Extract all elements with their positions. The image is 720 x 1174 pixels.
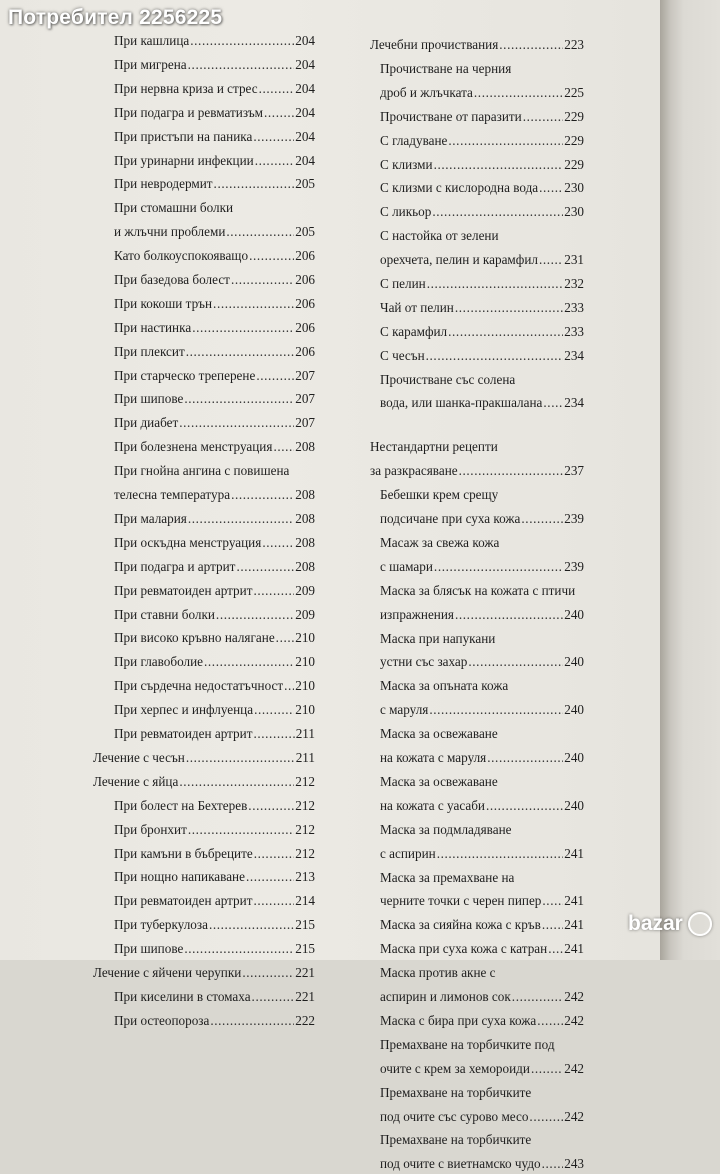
entry-title: Лечение с чесън (93, 750, 185, 765)
entry-title: на кожата с уасаби (380, 798, 485, 813)
toc-entry (380, 796, 584, 816)
toc-entry (380, 178, 584, 198)
page-number: 242 (564, 1013, 584, 1028)
bazar-logo (628, 912, 712, 936)
page-number: 212 (295, 798, 315, 813)
entry-title: аспирин и лимонов сок (380, 989, 511, 1004)
dot-leader (499, 35, 563, 55)
dot-leader (210, 1011, 294, 1031)
page-number: 210 (295, 702, 315, 717)
entry-title: С чесън (380, 348, 425, 363)
entry-title: вода, или шанка-пракшалана (380, 395, 543, 410)
entry-title: При ревматоиден артрит (114, 893, 253, 908)
page-number: 211 (295, 750, 315, 765)
page-number: 241 (564, 941, 584, 956)
page-number: 209 (295, 583, 315, 598)
toc-entry (380, 83, 584, 103)
page-number: 239 (564, 511, 584, 526)
entry-title: При диабет (114, 415, 179, 430)
entry-title: за разкрасяване (370, 463, 458, 478)
entry-title: С пелин (380, 276, 426, 291)
entry-title: При туберкулоза (114, 917, 208, 932)
toc-section-entry (370, 461, 584, 481)
page-number: 212 (295, 822, 315, 837)
toc-entry (380, 844, 584, 864)
entry-title: Лечение с яйца (93, 774, 179, 789)
entry-title: При нервна криза и стрес (114, 81, 258, 96)
dot-leader (529, 1107, 563, 1127)
entry-title: При нощно напикаване (114, 869, 245, 884)
page-number: 240 (564, 654, 584, 669)
entry-title: При настинка (114, 320, 192, 335)
entry-title: При ставни болки (114, 607, 215, 622)
entry-title: При главоболие (114, 654, 203, 669)
entry-title: с аспирин (380, 846, 436, 861)
entry-title: с маруля (380, 702, 429, 717)
toc-entry (114, 987, 315, 1007)
dot-leader (434, 557, 563, 577)
dot-leader (542, 891, 563, 911)
toc-section-entry (370, 35, 584, 55)
page-number: 225 (564, 85, 584, 100)
toc-entry (380, 700, 584, 720)
page-number: 206 (295, 248, 315, 263)
dot-leader (548, 939, 563, 959)
page-number: 234 (564, 348, 584, 363)
page-number: 237 (564, 463, 584, 478)
page-number: 207 (295, 368, 315, 383)
page-number: 242 (564, 1061, 584, 1076)
dot-leader (427, 274, 564, 294)
entry-title: При оскъдна менструация (114, 535, 262, 550)
toc-entry (380, 891, 584, 911)
entry-title-line: Прочистване със солена (380, 372, 516, 387)
page-number: 206 (295, 296, 315, 311)
toc-entry (380, 107, 584, 127)
dot-leader (487, 748, 563, 768)
page-number: 221 (295, 965, 315, 980)
dot-leader (432, 202, 563, 222)
entry-title-line: Маска за подмладяване (380, 822, 512, 837)
page-number: 204 (295, 57, 315, 72)
entry-title: С карамфил (380, 324, 448, 339)
page-number: 242 (564, 989, 584, 1004)
entry-title-line: Маска за опъната кожа (380, 678, 509, 693)
page-number: 230 (564, 204, 584, 219)
page-number: 223 (564, 37, 584, 52)
dot-leader (468, 652, 563, 672)
entry-title: При плексит (114, 344, 185, 359)
dot-leader (437, 844, 564, 864)
page-number: 210 (295, 630, 315, 645)
entry-title: на кожата с маруля (380, 750, 487, 765)
toc-entry (380, 1059, 584, 1079)
entry-title: При подагра и ревматизъм (114, 105, 263, 120)
toc-entry (380, 939, 584, 959)
dot-leader (539, 178, 563, 198)
entry-title: При пристъпи на паника (114, 129, 253, 144)
page-number: 239 (564, 559, 584, 574)
toc-entry (380, 748, 584, 768)
dot-leader (474, 83, 563, 103)
entry-title: подсичане при суха кожа (380, 511, 521, 526)
entry-title-line: Маска против акне с (380, 965, 496, 980)
page-number: 221 (295, 989, 315, 1004)
dot-leader (429, 700, 563, 720)
page-number: 211 (295, 726, 315, 741)
page-number: 222 (295, 1013, 315, 1028)
toc-entry (380, 987, 584, 1007)
entry-title: При ревматоиден артрит (114, 726, 253, 741)
entry-title: под очите със сурово месо (380, 1109, 529, 1124)
page-number: 204 (295, 153, 315, 168)
dot-leader (486, 796, 563, 816)
entry-title: При ревматоиден артрит (114, 583, 253, 598)
entry-title-line: Маска при напукани (380, 631, 496, 646)
entry-title: Маска с бира при суха кожа (380, 1013, 537, 1028)
toc-entry (380, 202, 584, 222)
toc-entry (380, 274, 584, 294)
toc-section-entry (93, 963, 315, 983)
toc-entry (380, 915, 584, 935)
page-number: 207 (295, 415, 315, 430)
entry-title: При шипове (114, 391, 184, 406)
dot-leader (539, 250, 563, 270)
page-number: 215 (295, 917, 315, 932)
entry-title: При базедова болест (114, 272, 230, 287)
toc-entry (114, 1011, 315, 1031)
entry-title: С гладуване (380, 133, 448, 148)
toc-entry (380, 557, 584, 577)
page-number: 232 (564, 276, 584, 291)
watermark-text: Потребител 2256225 (8, 6, 223, 29)
toc-entry (380, 322, 584, 342)
entry-title: телесна температура (114, 487, 231, 502)
entry-title: Чай от пелин (380, 300, 454, 315)
page-number: 206 (295, 320, 315, 335)
entry-title: под очите с виетнамско чудо (380, 1156, 541, 1171)
page-number: 208 (295, 511, 315, 526)
toc-entry (380, 131, 584, 151)
entry-title: При подагра и артрит (114, 559, 236, 574)
page-number: 204 (295, 105, 315, 120)
page-number: 233 (564, 300, 584, 315)
dot-leader (523, 107, 564, 127)
toc-entry (380, 346, 584, 366)
page-number: 231 (564, 252, 584, 267)
toc-entry (380, 155, 584, 175)
page-number: 209 (295, 607, 315, 622)
entry-title: При остеопороза (114, 1013, 210, 1028)
entry-title-line: Премахване на торбичките (380, 1085, 532, 1100)
entry-title-line: Маска за освежаване (380, 774, 498, 789)
entry-title: При високо кръвно налягане (114, 630, 275, 645)
entry-title-line: Масаж за свежа кожа (380, 535, 500, 550)
dot-leader (542, 1154, 564, 1174)
entry-title-line: Прочистване на черния (380, 61, 512, 76)
page-number: 208 (295, 559, 315, 574)
page-number: 234 (564, 395, 584, 410)
entry-title: и жлъчни проблеми (114, 224, 226, 239)
entry-title: При малария (114, 511, 187, 526)
entry-title: При болест на Бехтерев (114, 798, 248, 813)
toc-entry (380, 605, 584, 625)
dot-leader (459, 461, 564, 481)
page-number: 240 (564, 798, 584, 813)
dot-leader (448, 322, 563, 342)
entry-title: При херпес и инфлуенца (114, 702, 254, 717)
entry-title: дроб и жлъчката (380, 85, 473, 100)
page-number: 208 (295, 487, 315, 502)
dot-leader (531, 1059, 563, 1079)
entry-title: При камъни в бъбреците (114, 846, 253, 861)
entry-title: Лечебни прочиствания (370, 37, 499, 52)
page-number: 241 (564, 846, 584, 861)
page-number: 241 (564, 917, 584, 932)
entry-title: При невродермит (114, 176, 213, 191)
page-number: 241 (564, 893, 584, 908)
toc-entry (380, 298, 584, 318)
toc-entry (380, 1011, 584, 1031)
entry-title: С клизми с кислородна вода (380, 180, 539, 195)
entry-title-line: Маска за освежаване (380, 726, 498, 741)
entry-title: С ликьор (380, 204, 432, 219)
page-number: 229 (564, 109, 584, 124)
dot-leader (434, 155, 564, 175)
page-number: 204 (295, 33, 315, 48)
page-number: 240 (564, 702, 584, 717)
page-number: 214 (295, 893, 315, 908)
page-number: 233 (564, 324, 584, 339)
entry-title: При мигрена (114, 57, 187, 72)
dot-leader (521, 509, 563, 529)
dot-leader (455, 298, 563, 318)
entry-title: При киселини в стомаха (114, 989, 251, 1004)
entry-title: Маска за сияйна кожа с кръв (380, 917, 541, 932)
entry-title: При сърдечна недостатъчност (114, 678, 284, 693)
entry-title: черните точки с черен пипер (380, 893, 542, 908)
entry-title: При бронхит (114, 822, 187, 837)
dot-leader (512, 987, 563, 1007)
dot-leader (252, 987, 295, 1007)
dot-leader (426, 346, 564, 366)
page-number: 229 (564, 133, 584, 148)
entry-title: Като болкоуспокояващо (114, 248, 249, 263)
page-number: 204 (295, 81, 315, 96)
page-number: 210 (295, 654, 315, 669)
entry-title: При болезнена менструация (114, 439, 273, 454)
page-number: 207 (295, 391, 315, 406)
page-number: 230 (564, 180, 584, 195)
dot-leader (543, 393, 563, 413)
page-number: 242 (564, 1109, 584, 1124)
page-number: 205 (295, 224, 315, 239)
page-number: 208 (295, 535, 315, 550)
toc-entry (380, 393, 584, 413)
page-number: 243 (564, 1156, 584, 1171)
page-number: 204 (295, 129, 315, 144)
entry-title: орехчета, пелин и карамфил (380, 252, 538, 267)
entry-title-line: Бебешки крем срещу (380, 487, 499, 502)
page-number: 206 (295, 344, 315, 359)
entry-title: При шипове (114, 941, 184, 956)
dot-leader (537, 1011, 563, 1031)
toc-entry (380, 250, 584, 270)
dot-leader (242, 963, 294, 983)
dot-leader (448, 131, 563, 151)
entry-title: При старческо треперене (114, 368, 256, 383)
dot-leader (455, 605, 563, 625)
entry-title: устни със захар (380, 654, 468, 669)
page-number: 212 (295, 846, 315, 861)
entry-title: Прочистване от паразити (380, 109, 522, 124)
entry-title: При кашлица (114, 33, 190, 48)
page-number: 229 (564, 157, 584, 172)
entry-title-line: Нестандартни рецепти (370, 439, 498, 454)
page-number: 215 (295, 941, 315, 956)
page-number: 213 (295, 869, 315, 884)
entry-title-line: С настойка от зелени (380, 228, 499, 243)
entry-title: Лечение с яйчени черупки (93, 965, 242, 980)
page-number: 205 (295, 176, 315, 191)
page-number: 240 (564, 607, 584, 622)
entry-title-line: При стомашни болки (114, 200, 234, 215)
toc-entry (380, 1154, 584, 1174)
entry-title: С клизми (380, 157, 433, 172)
entry-title-line: Премахване на торбичките под (380, 1037, 555, 1052)
entry-title-line: При гнойна ангина с повишена (114, 463, 290, 478)
entry-title: очите с крем за хемороиди (380, 1061, 530, 1076)
entry-title-line: Маска за премахване на (380, 870, 515, 885)
toc-entry (380, 509, 584, 529)
page-number: 208 (295, 439, 315, 454)
page-number: 212 (295, 774, 315, 789)
logo-ring-icon (688, 912, 712, 936)
page-number: 206 (295, 272, 315, 287)
dot-leader (542, 915, 563, 935)
entry-title: изпражнения (380, 607, 454, 622)
toc-entry (380, 652, 584, 672)
entry-title: с шамари (380, 559, 433, 574)
toc-entry (380, 1107, 584, 1127)
entry-title: При кокоши трън (114, 296, 213, 311)
entry-title-line: Маска за блясък на кожата с птичи (380, 583, 576, 598)
logo-text: bazar (628, 912, 683, 935)
entry-title: При уринарни инфекции (114, 153, 254, 168)
page-number: 240 (564, 750, 584, 765)
page-number: 210 (295, 678, 315, 693)
entry-title-line: Премахване на торбичките (380, 1132, 532, 1147)
entry-title: Маска при суха кожа с катран (380, 941, 548, 956)
